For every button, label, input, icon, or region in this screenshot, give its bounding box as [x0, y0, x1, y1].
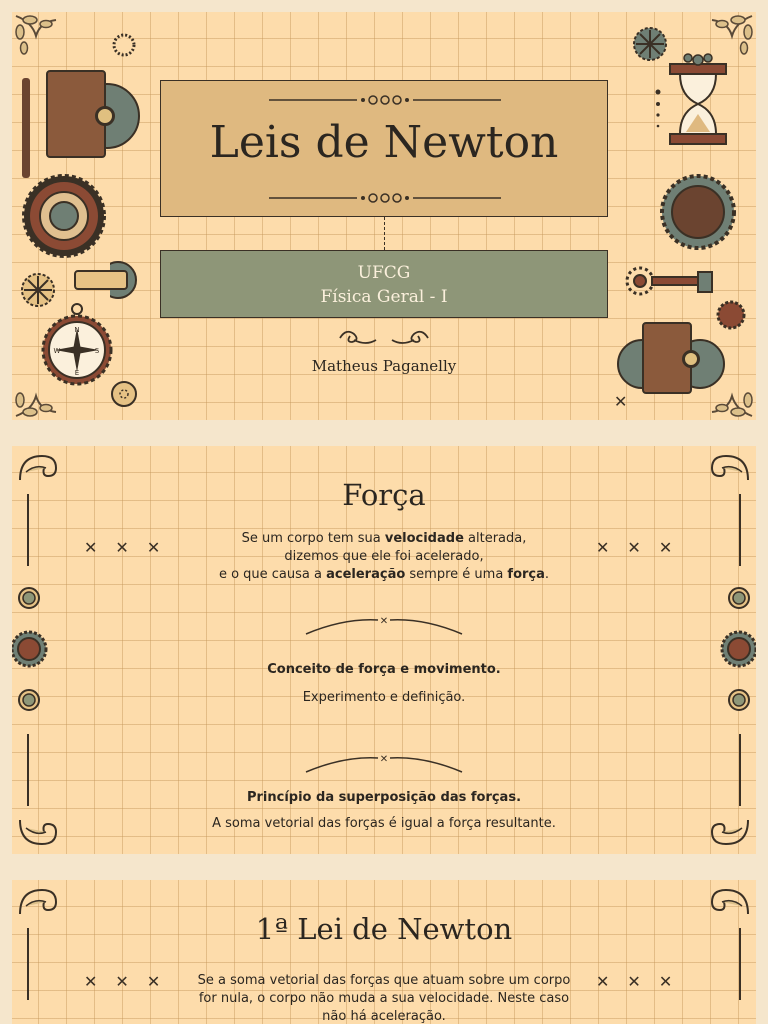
primeira-lei-slide: [12, 880, 756, 1024]
cross-star-icon: ✕✕✕: [84, 972, 179, 991]
svg-text:N: N: [74, 326, 80, 334]
title-box: [160, 80, 608, 217]
text-line: for nula, o corpo não muda a sua velocidade. Neste caso: [198, 991, 570, 1006]
cross-star-icon: ✕: [614, 392, 628, 411]
svg-text:✕: ✕: [379, 616, 389, 627]
subtitle-box: [160, 250, 608, 318]
wallet-clasp-icon: [95, 106, 115, 126]
text-span: Se um corpo tem sua: [241, 531, 385, 546]
hourglass-icon: [668, 52, 728, 150]
section-title: Princípio da superposição das forças.: [246, 790, 522, 805]
author-name: Matheus Paganelly: [311, 357, 457, 375]
section-text: A soma vetorial das forças é igual a força resultante.: [212, 816, 556, 831]
flourish-icon: [336, 326, 432, 350]
forca-slide: [12, 446, 756, 854]
gear-icon: [22, 174, 106, 258]
section-title: Conceito de força e movimento.: [267, 662, 501, 677]
text-span: .: [544, 567, 550, 582]
gear-icon: [727, 586, 751, 610]
bar-icon: [74, 270, 128, 290]
gear-icon: [716, 300, 746, 330]
connector-line: [384, 217, 385, 250]
cross-star-icon: ✕✕✕: [596, 538, 691, 557]
leather-strap-icon: [22, 78, 30, 178]
emphasis: velocidade: [384, 531, 464, 546]
section-heading: 1ª Lei de Newton: [255, 912, 513, 946]
svg-text:W: W: [53, 347, 61, 355]
gear-icon: [660, 174, 736, 250]
key-icon: [624, 264, 716, 298]
svg-text:S: S: [94, 347, 100, 355]
gear-icon: [632, 26, 668, 62]
title-slide: [12, 12, 756, 420]
section-heading: Força: [342, 478, 426, 512]
text-line: não há aceleração.: [322, 1009, 446, 1024]
page-title: Leis de Newton: [209, 117, 559, 168]
svg-text:✕: ✕: [379, 754, 389, 765]
subtitle-line: UFCG: [357, 263, 411, 283]
emphasis: força: [507, 567, 545, 582]
law-paragraph: [182, 972, 586, 1024]
arc-divider-icon: [304, 612, 464, 636]
flourish-divider-icon: [269, 189, 501, 207]
intro-paragraph: [172, 530, 596, 584]
cross-star-icon: ✕✕✕: [596, 972, 691, 991]
wallet-clasp-icon: [682, 350, 700, 368]
text-line: dizemos que ele foi acelerado,: [284, 549, 484, 564]
subtitle-line: Física Geral - I: [320, 287, 448, 307]
text-span: sempre é uma: [405, 567, 508, 582]
flourish-icon: [12, 12, 72, 72]
gear-icon: [111, 32, 137, 58]
text-span: e o que causa a: [218, 567, 327, 582]
dots-icon: [654, 88, 662, 132]
flourish-divider-icon: [269, 91, 501, 109]
gear-icon: [110, 380, 138, 408]
emphasis: aceleração: [326, 567, 406, 582]
gear-icon: [17, 586, 41, 610]
arc-divider-icon: [304, 750, 464, 774]
cross-star-icon: ✕✕✕: [84, 538, 179, 557]
text-line: Se a soma vetorial das forças que atuam sobre um corpo: [197, 973, 571, 988]
text-span: alterada,: [463, 531, 527, 546]
section-text: Experimento e definição.: [302, 690, 466, 705]
compass-icon: [40, 302, 114, 386]
svg-text:E: E: [74, 369, 80, 377]
